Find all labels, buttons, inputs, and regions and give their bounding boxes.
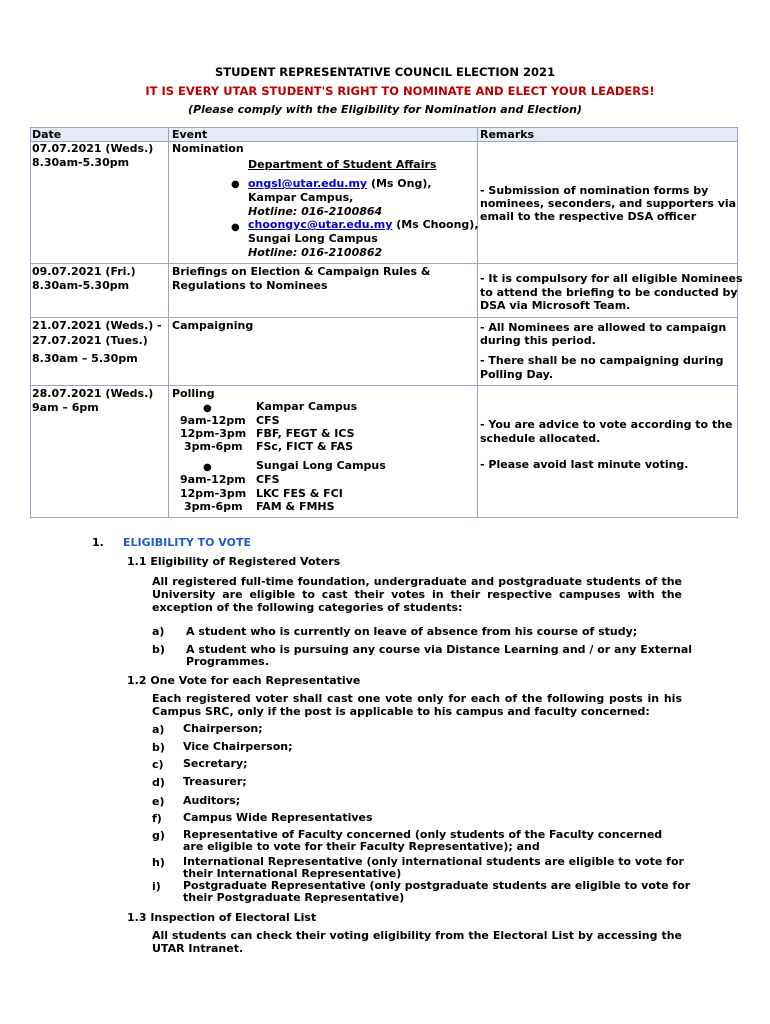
email-link-choong[interactable]: choongyc@utar.edu.my: [248, 218, 393, 231]
grid-line: [30, 385, 738, 386]
contact-campus-kampar: Kampar Campus,: [248, 191, 354, 204]
list-item: Representative of Faculty concerned (only students of the Faculty concerned: [183, 828, 663, 841]
contact-name-choong: (Ms Choong),: [392, 218, 479, 231]
contact-ong: [248, 177, 432, 191]
column-header-date: Date: [32, 128, 62, 141]
row-campaign-time: 8.30am – 5.30pm: [32, 352, 138, 365]
list-label: b): [152, 643, 165, 656]
row-briefing-remark: - It is compulsory for all eligible Nominees: [480, 272, 743, 285]
contact-name-ong: (Ms Ong),: [367, 177, 432, 190]
list-label: h): [152, 856, 165, 869]
list-item: Programmes.: [186, 655, 269, 668]
kampar-slot-faculty: FSc, FICT & FAS: [256, 440, 354, 453]
grid-line: [30, 517, 738, 518]
sl-slot-time: 9am-12pm: [180, 473, 246, 486]
list-item: Postgraduate Representative (only postgraduate students are eligible to vote for: [183, 879, 691, 892]
contact-campus-sungai-long: Sungai Long Campus: [248, 232, 378, 245]
hotline-sungai-long: Hotline: 016-2100862: [248, 246, 383, 259]
subsection-1-2-title: 1.2 One Vote for each Representative: [127, 674, 361, 687]
grid-line: [30, 127, 738, 128]
kampar-campus-title: Kampar Campus: [256, 400, 358, 413]
kampar-slot-time: 9am-12pm: [180, 414, 246, 427]
row-nomination-remark: nominees, seconders, and supporters via: [480, 197, 737, 210]
sl-slot-time: 12pm-3pm: [180, 487, 247, 500]
list-item: their Postgraduate Representative): [183, 891, 405, 904]
sl-slot-faculty: CFS: [256, 473, 280, 486]
subsection-1-1-text: All registered full-time foundation, undergraduate and postgraduate students of the University are eligible to cast their votes in their respective campuses with the exception of the following categories of students:: [152, 575, 682, 614]
grid-line: [168, 127, 169, 518]
list-label: a): [152, 625, 165, 638]
bullet-icon: ●: [231, 222, 240, 233]
header-bg-event: [169, 127, 477, 141]
compliance-note: (Please comply with the Eligibility for Nomination and Election): [188, 103, 582, 116]
list-item: Chairperson;: [183, 722, 263, 735]
grid-line: [30, 317, 738, 318]
section-number: 1.: [92, 536, 104, 549]
row-polling-time: 9am – 6pm: [32, 401, 99, 414]
grid-line: [30, 127, 31, 518]
election-schedule-table: [30, 127, 743, 518]
list-item: Treasurer;: [183, 775, 247, 788]
bullet-icon: ●: [203, 462, 212, 473]
row-campaign-date: 27.07.2021 (Tues.): [32, 334, 148, 347]
kampar-slot-time: 3pm-6pm: [184, 440, 243, 453]
subsection-1-3-title: 1.3 Inspection of Electoral List: [127, 911, 317, 924]
grid-line: [30, 263, 738, 264]
row-polling-remark: schedule allocated.: [480, 432, 601, 445]
list-item: are eligible to vote for their Faculty Representative); and: [183, 840, 540, 853]
sl-slot-faculty: FAM & FMHS: [256, 500, 335, 513]
slogan: IT IS EVERY UTAR STUDENT'S RIGHT TO NOMINATE AND ELECT YOUR LEADERS!: [145, 84, 655, 98]
list-item: their International Representative): [183, 867, 402, 880]
row-nomination-date: 07.07.2021 (Weds.): [32, 142, 154, 155]
sl-slot-faculty: LKC FES & FCI: [256, 487, 343, 500]
list-item: Vice Chairperson;: [183, 740, 293, 753]
subsection-1-3-text: All students can check their voting eligibility from the Electoral List by accessing the UTAR Intranet.: [152, 929, 682, 955]
row-campaign-remark: Polling Day.: [480, 368, 554, 381]
list-item: Auditors;: [183, 794, 241, 807]
row-polling-date: 28.07.2021 (Weds.): [32, 387, 154, 400]
row-campaign-remark: during this period.: [480, 334, 596, 347]
list-label: c): [152, 758, 164, 771]
row-campaign-remark: - There shall be no campaigning during: [480, 354, 724, 367]
row-nomination-event: Nomination: [172, 142, 244, 155]
document-title: STUDENT REPRESENTATIVE COUNCIL ELECTION 2021: [214, 65, 556, 79]
row-briefing-event: Regulations to Nominees: [172, 279, 328, 292]
list-label: f): [152, 812, 162, 825]
list-label: g): [152, 829, 165, 842]
row-campaign-event: Campaigning: [172, 319, 254, 332]
row-polling-remark: - Please avoid last minute voting.: [480, 458, 689, 471]
row-polling-event: Polling: [172, 387, 215, 400]
column-header-event: Event: [172, 128, 208, 141]
subsection-1-1-title: 1.1 Eligibility of Registered Voters: [127, 555, 341, 568]
row-nomination-remark: email to the respective DSA officer: [480, 210, 697, 223]
list-label: a): [152, 723, 165, 736]
dsa-department: Department of Student Affairs: [248, 158, 437, 171]
row-briefing-date: 09.07.2021 (Fri.): [32, 265, 136, 278]
list-label: b): [152, 741, 165, 754]
row-briefing-remark: DSA via Microsoft Team.: [480, 299, 631, 312]
list-item: International Representative (only international students are eligible to vote for: [183, 855, 684, 868]
list-label: e): [152, 795, 165, 808]
sl-slot-time: 3pm-6pm: [184, 500, 243, 513]
email-link-ong[interactable]: ongsl@utar.edu.my: [248, 177, 368, 190]
grid-line: [737, 127, 738, 518]
sungai-long-campus-title: Sungai Long Campus: [256, 459, 386, 472]
list-item: A student who is currently on leave of absence from his course of study;: [186, 625, 638, 638]
hotline-kampar: Hotline: 016-2100864: [248, 205, 383, 218]
row-nomination-time: 8.30am-5.30pm: [32, 156, 130, 169]
row-nomination-remark: - Submission of nomination forms by: [480, 184, 709, 197]
column-header-remarks: Remarks: [480, 128, 535, 141]
list-item: A student who is pursuing any course via Distance Learning and / or any External: [186, 643, 693, 656]
list-label: i): [152, 880, 161, 893]
bullet-icon: ●: [231, 179, 240, 190]
row-campaign-date: 21.07.2021 (Weds.) -: [32, 319, 162, 332]
section-title: ELIGIBILITY TO VOTE: [123, 536, 251, 549]
kampar-slot-faculty: CFS: [256, 414, 280, 427]
row-briefing-remark: to attend the briefing to be conducted by: [480, 286, 738, 299]
bullet-icon: ●: [203, 403, 212, 414]
kampar-slot-faculty: FBF, FEGT & ICS: [256, 427, 355, 440]
row-polling-remark: - You are advice to vote according to the: [480, 418, 733, 431]
row-briefing-time: 8.30am-5.30pm: [32, 279, 130, 292]
row-campaign-remark: - All Nominees are allowed to campaign: [480, 321, 727, 334]
list-item: Secretary;: [183, 757, 248, 770]
row-briefing-event: Briefings on Election & Campaign Rules &: [172, 265, 431, 278]
list-item: Campus Wide Representatives: [183, 811, 373, 824]
grid-line: [477, 127, 478, 518]
subsection-1-2-text: Each registered voter shall cast one vote only for each of the following posts in his Campus SRC, only if the post is applicable to his campus and faculty concerned:: [152, 692, 682, 718]
list-label: d): [152, 776, 165, 789]
kampar-slot-time: 12pm-3pm: [180, 427, 247, 440]
contact-choong: [248, 218, 479, 232]
